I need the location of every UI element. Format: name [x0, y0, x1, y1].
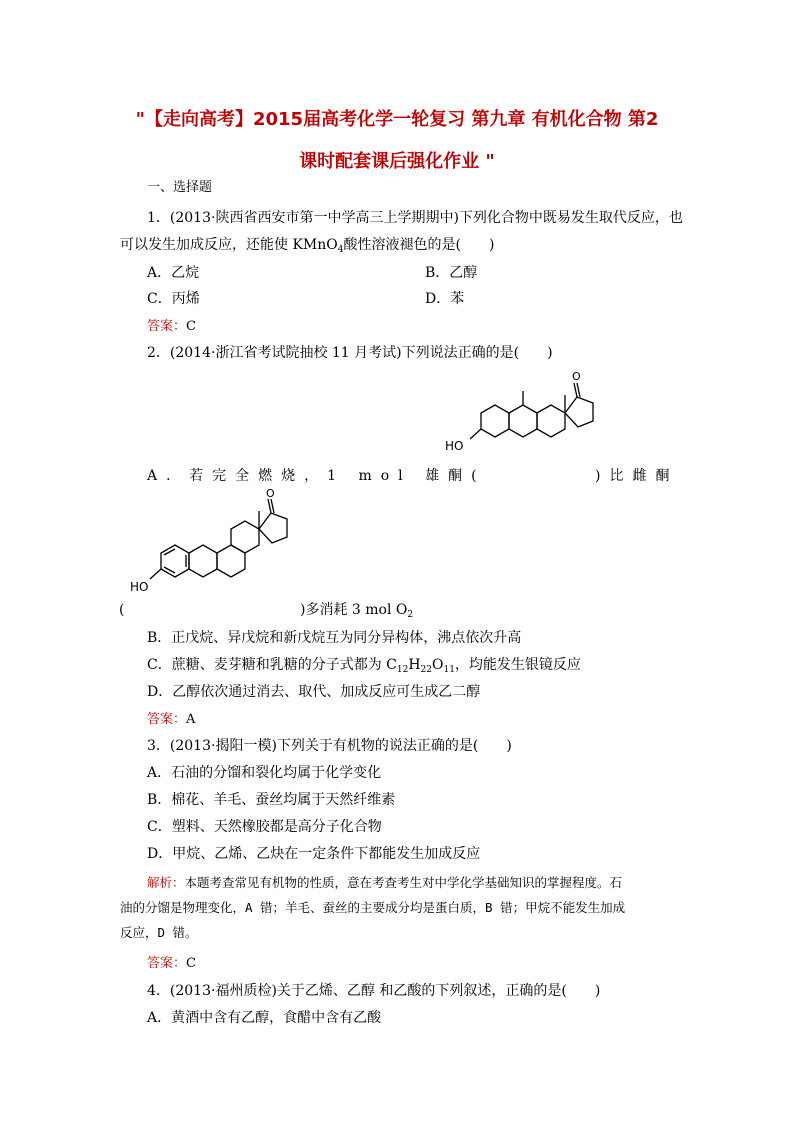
q2-option-d: D．乙醇依次通过消去、取代、加成反应可生成乙二醇 [147, 684, 481, 700]
q3-explanation-line2: 油的分馏是物理变化，A 错；羊毛、蚕丝的主要成分均是蛋白质，B 错；甲烷不能发生加成 [120, 900, 626, 915]
q1-stem-line1: 1．(2013·陕西省西安市第一中学高三上学期期中)下列化合物中既易发生取代反应，也 [147, 210, 683, 226]
estrone-hydroxyl-label: HO [130, 580, 149, 594]
q2-option-b: B．正戊烷、异戊烷和新戊烷互为同分异构体，沸点依次升高 [147, 630, 522, 646]
q3-option-b: B．棉花、羊毛、蚕丝均属于天然纤维素 [147, 792, 396, 808]
document-title-line2: 课时配套课后强化作业 " [299, 151, 495, 172]
section-heading: 一、选择题 [147, 180, 213, 195]
androsterone-hydroxyl-label: HO [445, 439, 464, 453]
q2-option-a-part3: )多消耗 3 mol $O_2$ [300, 602, 414, 620]
q3-answer: 答案：C [147, 956, 196, 971]
androsterone-structure [440, 365, 615, 475]
document-title-line1: "【走向高考】2015届高考化学一轮复习 第九章 有机化合物 第2 [135, 109, 659, 130]
estrone-oxygen-label: O [266, 487, 275, 500]
q2-stem: 2．(2014·浙江省考试院抽校 11 月考试)下列说法正确的是( ) [147, 345, 553, 361]
q2-option-c: C．蔗糖、麦芽糖和乳糖的分子式都为 $C_{12}H_{22}O_{11}$，均能发生银镜反应 [147, 657, 581, 675]
q3-explanation-line3: 反应，D 错。 [120, 925, 198, 940]
q2-option-a-part2: )比雌酮 [595, 468, 679, 484]
estrone-structure [125, 485, 310, 605]
q3-explanation-line1: 解析：本题考查常见有机物的性质，意在考查考生对中学化学基础知识的掌握程度。石 [147, 875, 623, 890]
q1-option-a: A．乙烷 [147, 265, 200, 281]
q2-answer: 答案：A [147, 712, 196, 727]
q3-option-c: C．塑料、天然橡胶都是高分子化合物 [147, 819, 382, 835]
q1-option-c: C．丙烯 [147, 291, 200, 307]
q1-option-d: D．苯 [425, 291, 465, 307]
q3-option-d: D．甲烷、乙烯、乙炔在一定条件下都能发生加成反应 [147, 846, 481, 862]
androsterone-oxygen-label: O [572, 370, 581, 383]
q3-explanation [120, 870, 667, 945]
q1-option-b: B．乙醇 [425, 265, 478, 281]
q1-answer: 答案：C [147, 319, 196, 334]
q4-stem: 4．(2013·福州质检)关于乙烯、乙醇 和乙酸的下列叙述，正确的是( ) [147, 983, 601, 999]
q3-stem: 3．(2013·揭阳一模)下列关于有机物的说法正确的是( ) [147, 738, 512, 754]
q2-option-a-open-paren: ( [119, 602, 125, 618]
q4-option-a: A．黄酒中含有乙醇，食醋中含有乙酸 [147, 1010, 382, 1026]
q2-option-a-part1: A．若完全燃烧，1 mol 雄酮( [147, 468, 486, 484]
q1-stem-line2: 可以发生加成反应，还能使 KMnO$_4$酸性溶液褪色的是( ) [120, 237, 495, 255]
q3-option-a: A．石油的分馏和裂化均属于化学变化 [147, 765, 382, 781]
